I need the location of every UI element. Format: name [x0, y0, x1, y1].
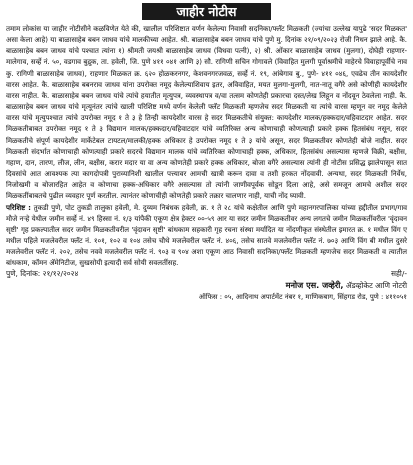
- advocate-title: ॲडव्होकेट आणि नोटरी: [345, 281, 407, 291]
- footer-row: [6, 268, 407, 280]
- notice-title: जाहीर नोटीस: [142, 3, 270, 20]
- advocate-name: मनोज एस. जव्हेरी,: [285, 280, 344, 291]
- signed-label: सही/-: [391, 269, 407, 279]
- notice-body: तमाम लोकांस या जाहीर नोटीसीने कळविणेत येते की, खालील परिशिष्टात वर्णन केलेल्या निवासी सदनिका/फ्लॅट मिळकती (ज्यांचा उल्लेख यापुढे 'सदर मिळकत' असा केला आहे) या बाळासाहेब बबन जाधव यांचे मालकीच्या आहेत. श्री. बाळासाहेब बबन जाधव यांचे पुणे मु. दिनांक २१/०९/२०२३ रोजी निधन झाले आहे. कै. बाळासाहेब बबन जाधव यांचे पश्चात त्यांना १) श्रीमती जयश्री बाळासाहेब जाधव (विधवा पत्नी), २) श्री. ओंकार बाळासाहेब जाधव (मुलगा), दोघेही राहणार- मालेगाव, सर्व्हे नं. ५०, वडगाव बुद्रुक, ता. हवेली, जि. पुणे ४११ ०४१ आणि ३) सौ. रागिणी सचिन गोगावले (विवाहित मुलगी पूर्वाश्रमीचे माहेरचे विवाहापूर्वीचे नाव कु. रागिणी बाळासाहेब जाधव), राहणार मिळकत क्र. ६२० होळकरनगर, केशवनगरजवळ, सर्व्हे नं. १९, आंबेगाव बु., पुणे- ४११ ०४६, एवढेच तीन कायदेशीर वारस आहेत. कै. बाळासाहेब बबनराव जाधव यांना उपरोक्त नमूद केलेल्याशिवाय इतर, अविवाहित, मयत मुलगा-मुलगी, नात-नातू वगैरे असे कोणीही कायदेशीर वारस नाहीत. कै. बाळासाहेब बबन जाधव यांचे त्यांचे हयातीत मृत्युपत्र, व्यवस्थापत्र व/वा तत्सम कोणतेही प्रकारचा दस्त/लेख लिहून व नोंदवून ठेवलेला नाही. कै. बाळासाहेब बबन जाधव यांचे मृत्यूनंतर त्यांचे खाली परिशिष्ट मध्ये वर्णन केलेली फ्लॅट मिळकती म्हणजेच सदर मिळकती या त्यांचे वारस म्हणून वर नमूद केलेले वारस यांचे मृत्युपश्चात त्यांचे उपरोक्त नमूद १ ते ३ हे तिन्ही कायदेशीर वारस हे सदर मिळकतीचे संयुक्त: कायदेशीर मालक/हक्कदार/वहिवाटदार आहेत. सदर मिळकतीबाबत उपरोक्त नमूद १ ते ३ विद्यमान मालक/हक्कदार/वहिवाटदार यांचे व्यतिरिक्त अन्य कोणाचाही कोणत्याही प्रकारे हक्क हितसंबंध नसून, सदर मिळकतीचे संपूर्ण कायदेशीर मार्केटेबल टायटल/मालकी/हक्क अधिकार हे उपरोक्त नमूद १ ते ३ यांचे असून, सदर मिळकतीवर कोणतेही बोजे नाहीत. सदर मिळकती संदर्भात कोणाचाही कोणत्याही प्रकारे सदरचे विद्यमान मालक यांचे व्यतिरिक्त कोणाचाही हक्क, अधिकार, हितसंबंध असल्यास म्हणजे विक्री, बक्षीस, गहाण, दान, तारण, लीज, लीन, बक्षीस, करार मदार या वा अन्य कोणतेही प्रकारे हक्क अधिकार, बोजा वगैरे असल्यास त्यांनी ही नोटीस प्रसिद्ध झालेपासून सात दिवसांचे आत आवश्यक त्या कागदोपत्री पुराव्यानिशी खालील पत्त्यावर आमची खात्री करून दावा व तशी हरकत नोंदवावी. अन्यथा, सदर मिळकती निर्वेध, निजोखमी व बोजारहित आहेत व कोणाचा हक्क-अधिकार वगैरे असल्यास तो त्यांनी जाणीवपूर्वक सोडून दिला आहे, असे समजून आमचे अशील सदर मिळकतींबाबतचे पुढील व्यवहार पूर्ण करतील. त्यानंतर कोणाचीही कोणतेही प्रकारे तक्रार चालणार नाही, याची नोंद घ्यावी.: [6, 24, 407, 201]
- signatory: [6, 280, 407, 292]
- annexure-text: तुकडी पुणे, पोट तुकडी तालुका हवेली, मे. दुय्यम निबंधक हवेली, क्र. १ ते २८ यांचे कक्षेतील आणि पुणे महानगरपालिका यांच्या हद्दीतील प्रभाग/गाव मौजे नऱ्हे येथील जमीन सर्व्हे नं. ४९ हिस्सा नं. १/३ यांपैकी एकूण क्षेत्र हेक्टर ००-५९ आर या सदर जमीन मिळकतीवर अन्य लगतचे जमीन मिळकतींवरील 'वृंदावन सृष्टी' गृह प्रकल्पातील सदर जमीन मिळकतीवरील 'वृंदावन सृष्टी' बांधकाम सहकारी गृह रचना संस्था मर्यादित या नोंदणीकृत संस्थेतील इमारत क्र. १ मधील विंग ए मधील पहिले मजलेवरील फ्लॅट नं. १०१, १०२ व १०४ तसेच चौथे मजलेवरील फ्लॅट नं. ४०६, तसेच सातवे मजलेवरील फ्लॅट नं. ७०३ आणि विंग बी मधील दुसरे मजलेवरील फ्लॅट नं. २०२, तसेच नववे मजलेवरील फ्लॅट नं. ९०३ व ९०४ अशा एकूण आठ निवासी सदनिका/फ्लॅट मिळकती म्हणजेच सदर मिळकती व त्यातील बांधकाम, कॉमन ॲमेनिटीज, सुखसोयी इत्यादी सर्व सोयी सवलतींसह.: [6, 202, 408, 268]
- notice-header: [6, 3, 407, 20]
- notice-footer: [6, 268, 407, 303]
- annexure-label: परिशिष्ट :: [6, 202, 31, 212]
- place-date: पुणे, दिनांक: २१/१२/२०२४: [6, 269, 79, 279]
- annexure: [6, 202, 407, 269]
- office-address: ऑफिस : ०५, आदिनाथ अपार्टमेंट नंबर १, माणिकबाग, सिंहगड रोड, पुणे : ४११०५१: [198, 292, 407, 301]
